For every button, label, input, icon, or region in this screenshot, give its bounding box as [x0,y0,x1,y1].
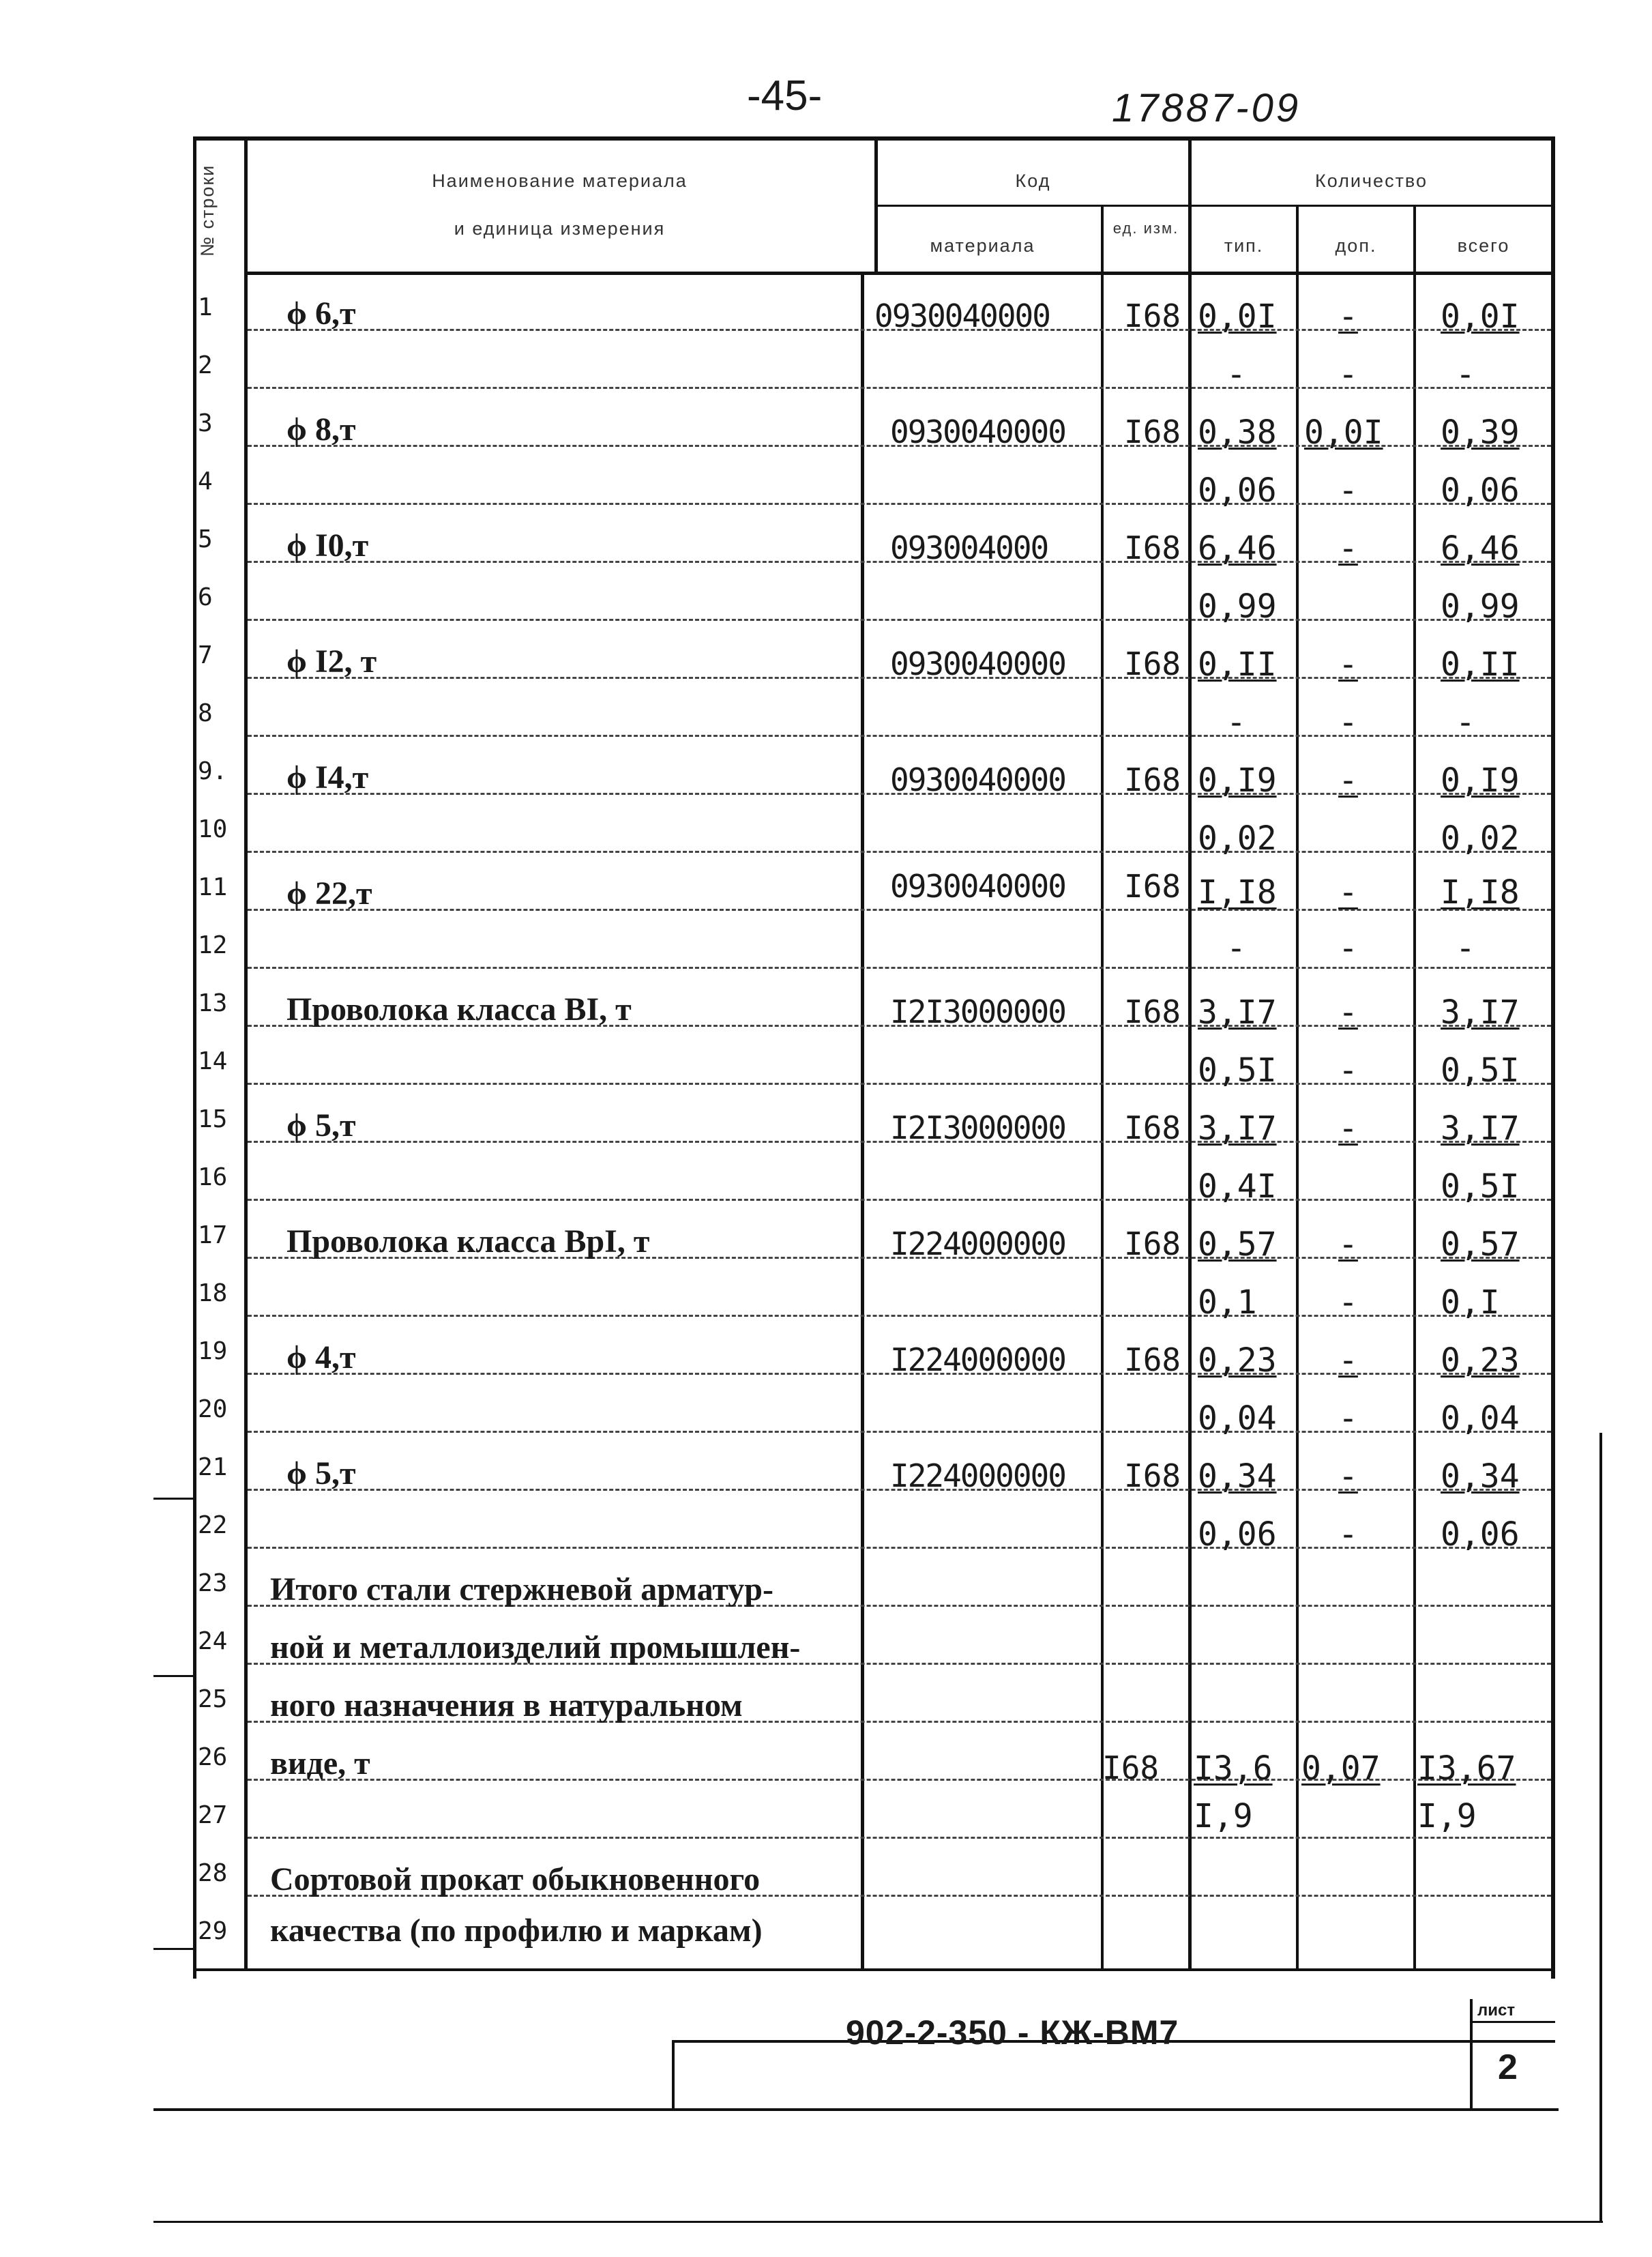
qty-main: 0,0I [1198,297,1277,336]
row-number: 6 [198,583,213,611]
unit-code: I68 [1124,297,1181,334]
qty-total: 3,I7 [1441,1109,1520,1148]
material-name: ϕ I2, т [286,643,377,680]
qty-main: 0,23 [1198,1341,1277,1380]
header-quantity: Количество [1315,171,1428,191]
row-number: 4 [198,467,213,495]
qty-total: 0,06 [1441,1515,1520,1554]
qty-add: - [1338,355,1358,394]
qty-main: I,9 [1194,1797,1253,1835]
unit-code: I68 [1102,1749,1160,1786]
qty-total: 0,99 [1441,587,1520,626]
qty-main: I3,6 [1194,1749,1273,1788]
unit-code: I68 [1124,1341,1181,1378]
row-number: 2 [198,351,213,379]
qty-add: - [1338,529,1358,568]
qty-main: 0,34 [1198,1457,1277,1496]
qty-total: 0,39 [1441,413,1520,452]
material-name: ϕ 22,т [286,875,372,912]
qty-total: I3,67 [1417,1749,1516,1788]
header-code-unit: ед. изм. [1112,220,1179,237]
qty-main: 0,04 [1198,1399,1277,1438]
material-code: 0930040000 [890,868,1065,905]
qty-total: 3,I7 [1441,993,1520,1032]
header-qty-total: всего [1457,235,1510,256]
document-id: 17887-09 [1112,86,1301,130]
qty-add: - [1338,873,1358,912]
unit-code: I68 [1124,993,1181,1030]
unit-code: I68 [1124,1109,1181,1146]
qty-total: I,9 [1417,1797,1477,1835]
material-name: ϕ I4,т [286,759,369,796]
material-name: ϕ 8,т [286,411,356,448]
qty-main: 0,4I [1198,1167,1277,1206]
material-name: ϕ 5,т [286,1455,356,1491]
row-number: 10 [198,815,228,843]
sheet-label: лист [1477,2001,1516,2020]
document-designation: 902-2-350 - КЖ-ВМ7 [846,2013,1179,2052]
row-number: 15 [198,1105,228,1133]
page-number: -45- [747,72,823,119]
qty-total: 6,46 [1441,529,1520,568]
qty-add: - [1338,929,1358,967]
header-material-name-1: Наименование материала [432,171,688,191]
material-name: ной и металлоизделий промышлен- [270,1629,801,1665]
qty-total: 0,04 [1441,1399,1520,1438]
unit-code: I68 [1124,413,1181,450]
qty-add: - [1338,1399,1358,1438]
unit-code: I68 [1124,645,1181,682]
material-code: I2I3000000 [890,993,1065,1030]
header-code: Код [1015,171,1051,191]
header-material-name-2: и единица измерения [454,218,666,239]
row-number: 17 [198,1221,228,1249]
qty-main: 0,5I [1198,1051,1277,1090]
qty-total: 0,02 [1441,819,1520,858]
unit-code: I68 [1124,761,1181,798]
row-number: 12 [198,931,228,959]
header-qty-main: тип. [1224,235,1264,256]
material-name: Сортовой прокат обыкновенного [270,1861,761,1897]
sheet-number: 2 [1498,2048,1518,2087]
material-code: I224000000 [890,1457,1065,1494]
row-number: 9. [198,757,228,785]
material-code: 0930040000 [890,761,1065,798]
qty-main: 3,I7 [1198,1109,1277,1148]
qty-add: - [1338,1109,1358,1148]
row-number: 23 [198,1569,228,1597]
header-qty-add: доп. [1335,235,1377,256]
row-number: 29 [198,1917,228,1945]
qty-add: - [1338,1457,1358,1496]
qty-total: 0,5I [1441,1167,1520,1206]
row-number: 26 [198,1743,228,1771]
row-number: 18 [198,1279,228,1307]
unit-code: I68 [1124,529,1181,566]
row-number: 7 [198,641,213,669]
qty-main: 0,99 [1198,587,1277,626]
qty-main: - [1226,703,1246,742]
row-number: 27 [198,1801,228,1829]
qty-main: 0,06 [1198,1515,1277,1554]
qty-total: 0,23 [1441,1341,1520,1380]
unit-code: I68 [1124,868,1181,905]
material-name: ϕ 4,т [286,1339,356,1375]
qty-main: 0,1 [1198,1283,1257,1322]
qty-main: 0,II [1198,645,1277,684]
qty-main: 0,06 [1198,471,1277,510]
material-name: качества (по профилю и маркам) [270,1912,763,1949]
qty-add: - [1338,1341,1358,1380]
qty-add: - [1338,471,1358,510]
qty-main: I,I8 [1198,873,1277,912]
row-number: 20 [198,1395,228,1423]
material-code: 0930040000 [890,645,1065,682]
qty-total: 0,57 [1441,1225,1520,1264]
qty-add: - [1338,1515,1358,1554]
qty-total: 0,I9 [1441,761,1520,800]
row-number: 5 [198,525,213,553]
row-number: 14 [198,1047,228,1075]
qty-add: - [1338,645,1358,684]
qty-main: - [1226,355,1246,394]
material-name: ного назначения в натуральном [270,1687,743,1723]
material-name: ϕ 5,т [286,1107,356,1144]
qty-total: 0,II [1441,645,1520,684]
qty-total: 0,0I [1441,297,1520,336]
qty-main: - [1226,929,1246,967]
row-number: 22 [198,1511,228,1539]
material-name: Проволока класса ВI, т [286,991,632,1028]
material-code: I224000000 [890,1341,1065,1378]
material-code: I224000000 [890,1225,1065,1262]
qty-add: 0,0I [1304,413,1383,452]
header-code-material: материала [930,235,1035,256]
qty-add: - [1338,297,1358,336]
row-number: 11 [198,873,228,901]
material-code: 093004000 [890,529,1048,566]
material-name: Итого стали стержневой арматур- [270,1571,773,1607]
qty-add: - [1338,1283,1358,1322]
row-number: 8 [198,699,213,727]
header-row-number: № строки [197,164,218,257]
qty-total: - [1456,929,1475,967]
qty-total: I,I8 [1441,873,1520,912]
row-number: 16 [198,1163,228,1191]
unit-code: I68 [1124,1457,1181,1494]
qty-total: 0,5I [1441,1051,1520,1090]
material-name: виде, т [270,1745,370,1781]
material-code: I2I3000000 [890,1109,1065,1146]
material-name: ϕ 6,т [286,295,356,332]
qty-add: - [1338,1225,1358,1264]
qty-main: 6,46 [1198,529,1277,568]
row-number: 19 [198,1337,228,1365]
row-number: 13 [198,989,228,1017]
qty-main: 0,I9 [1198,761,1277,800]
qty-total: - [1456,355,1475,394]
qty-total: 0,I [1441,1283,1500,1322]
row-number: 25 [198,1685,228,1713]
row-number: 1 [198,293,213,321]
qty-add: - [1338,993,1358,1032]
material-name: Проволока класса ВрI, т [286,1223,650,1259]
qty-add: - [1338,703,1358,742]
material-code: 0930040000 [890,413,1065,450]
material-code: 0930040000 [874,297,1050,334]
row-number: 21 [198,1453,228,1481]
qty-add: 0,07 [1301,1749,1381,1788]
row-number: 28 [198,1859,228,1887]
qty-main: 0,38 [1198,413,1277,452]
qty-add: - [1338,1051,1358,1090]
row-number: 24 [198,1627,228,1655]
qty-add: - [1338,761,1358,800]
row-number: 3 [198,409,213,437]
qty-main: 0,02 [1198,819,1277,858]
qty-main: 0,57 [1198,1225,1277,1264]
qty-main: 3,I7 [1198,993,1277,1032]
unit-code: I68 [1124,1225,1181,1262]
qty-total: 0,06 [1441,471,1520,510]
qty-total: 0,34 [1441,1457,1520,1496]
qty-total: - [1456,703,1475,742]
material-name: ϕ I0,т [286,527,369,564]
